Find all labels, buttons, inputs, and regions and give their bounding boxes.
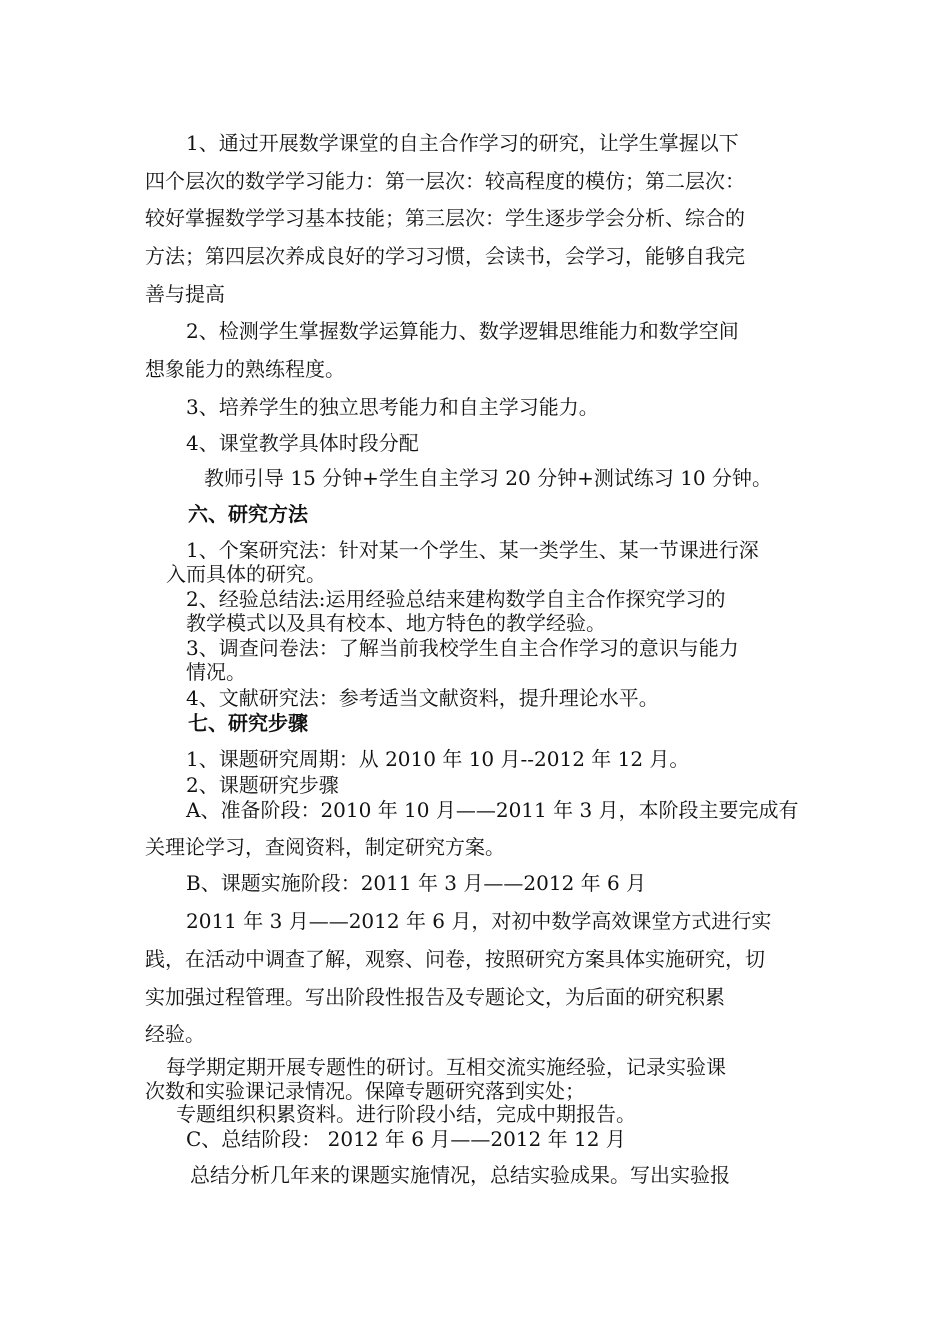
text-line: 想象能力的熟练程度。 bbox=[145, 357, 345, 381]
step1-paragraph: 1、课题研究周期：从 2010 年 10 月--2012 年 12 月。 bbox=[186, 747, 690, 771]
text-line: A、准备阶段：2010 年 10 月——2011 年 3 月，本阶段主要完成有 bbox=[186, 798, 799, 822]
text-line: 入而具体的研究。 bbox=[166, 562, 326, 586]
text-line: 实加强过程管理。写出阶段性报告及专题论文，为后面的研究积累 bbox=[145, 985, 725, 1009]
text-line: 次数和实验课记录情况。保障专题研究落到实处； bbox=[145, 1079, 585, 1103]
text-line: 情况。 bbox=[186, 660, 246, 684]
stage-c-detail: 总结分析几年来的课题实施情况，总结实验成果。写出实验报 bbox=[190, 1163, 730, 1187]
text-line: 3、调查问卷法：了解当前我校学生自主合作学习的意识与能力 bbox=[186, 636, 739, 660]
text-line: 方法；第四层次养成良好的学习习惯，会读书，会学习，能够自我完 bbox=[145, 244, 745, 268]
section-heading-steps: 七、研究步骤 bbox=[188, 711, 308, 735]
text-line: 每学期定期开展专题性的研讨。互相交流实施经验，记录实验课 bbox=[166, 1055, 726, 1079]
goal4-detail: 教师引导 15 分钟+学生自主学习 20 分钟+测试练习 10 分钟。 bbox=[204, 466, 773, 490]
materials-paragraph: 专题组织积累资料。进行阶段小结，完成中期报告。 bbox=[176, 1102, 636, 1126]
text-line: 1、个案研究法：针对某一个学生、某一类学生、某一节课进行深 bbox=[186, 538, 759, 562]
goal3-paragraph: 3、培养学生的独立思考能力和自主学习能力。 bbox=[186, 395, 599, 419]
method4-paragraph: 4、文献研究法：参考适当文献资料，提升理论水平。 bbox=[186, 686, 659, 710]
text-line: 善与提高 bbox=[145, 282, 225, 306]
step2-paragraph: 2、课题研究步骤 bbox=[186, 773, 339, 797]
text-line: 2、检测学生掌握数学运算能力、数学逻辑思维能力和数学空间 bbox=[186, 319, 739, 343]
text-line: 经验。 bbox=[145, 1022, 205, 1046]
text-line: 教学模式以及具有校本、地方特色的教学经验。 bbox=[186, 611, 606, 635]
goal4-paragraph: 4、课堂教学具体时段分配 bbox=[186, 431, 419, 455]
text-line: 2、经验总结法:运用经验总结来建构数学自主合作探究学习的 bbox=[186, 587, 726, 611]
text-line: 2011 年 3 月——2012 年 6 月，对初中数学高效课堂方式进行实 bbox=[186, 909, 772, 933]
text-line: 四个层次的数学学习能力：第一层次：较高程度的模仿；第二层次： bbox=[145, 169, 745, 193]
text-line: 关理论学习，查阅资料，制定研究方案。 bbox=[145, 835, 505, 859]
stage-b-paragraph: B、课题实施阶段：2011 年 3 月——2012 年 6 月 bbox=[186, 871, 647, 895]
section-heading-methods: 六、研究方法 bbox=[188, 502, 308, 526]
text-line: 1、通过开展数学课堂的自主合作学习的研究，让学生掌握以下 bbox=[186, 131, 739, 155]
text-line: 践，在活动中调查了解，观察、问卷，按照研究方案具体实施研究，切 bbox=[145, 947, 765, 971]
text-line: 较好掌握数学学习基本技能；第三层次：学生逐步学会分析、综合的 bbox=[145, 206, 745, 230]
stage-c-paragraph: C、总结阶段： 2012 年 6 月——2012 年 12 月 bbox=[186, 1127, 626, 1151]
